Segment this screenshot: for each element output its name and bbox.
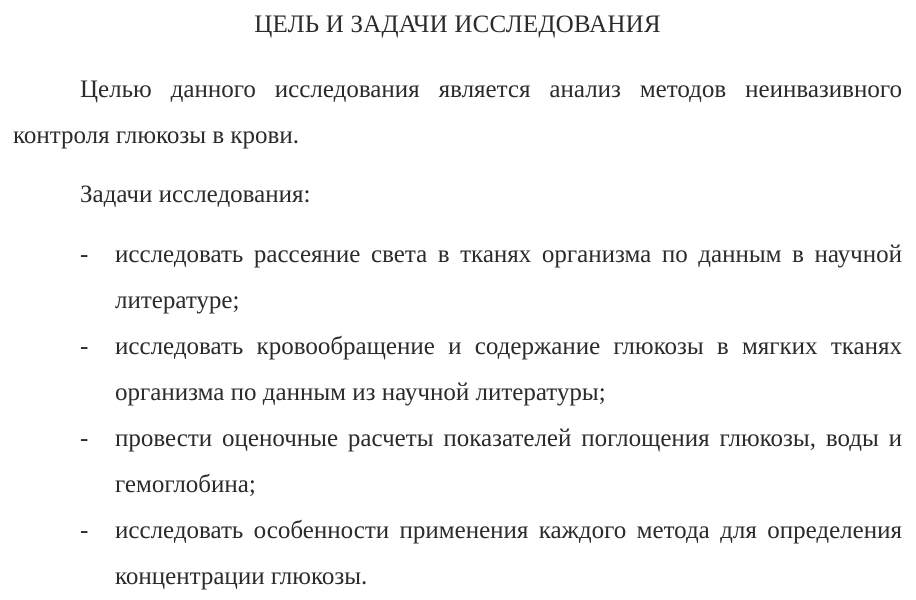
list-marker: - <box>80 517 89 544</box>
page-title: ЦЕЛЬ И ЗАДАЧИ ИССЛЕДОВАНИЯ <box>254 11 661 38</box>
task-list <box>13 232 902 600</box>
goal-paragraph: Целью данного исследования является анализ методов неинвазивного контроля глюкозы в крови. <box>13 76 902 149</box>
list-item-text: исследовать рассеяние света в тканях организма по данным в научной литературе; <box>115 241 902 314</box>
list-marker: - <box>80 333 89 360</box>
list-item-text: исследовать особенности применения каждого метода для определения концентрации глюкозы. <box>115 517 902 590</box>
list-item-text: провести оценочные расчеты показателей поглощения глюкозы, воды и гемоглобина; <box>115 425 902 498</box>
list-marker: - <box>80 425 89 452</box>
list-item <box>13 416 902 508</box>
list-item <box>13 232 902 324</box>
list-marker: - <box>80 241 89 268</box>
list-item-text: исследовать кровообращение и содержание глюкозы в мягких тканях организма по данным из научной литературы; <box>115 333 902 406</box>
list-item <box>13 324 902 416</box>
tasks-heading: Задачи исследования: <box>80 181 311 208</box>
list-item <box>13 508 902 600</box>
